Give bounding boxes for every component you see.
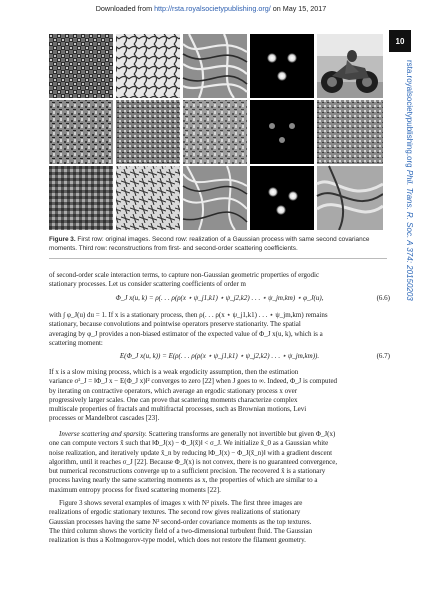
paragraph-5	[49, 499, 390, 545]
tile-r3-c4	[250, 166, 314, 230]
tile-r1-c3	[183, 34, 247, 98]
text-line: with ∫ φ_J(u) du = 1. If x is a stationary process, then ρ(. . . ρ(x ⋆ ψ_j1,k1) . . . ⋆ ψ_jm,km) remains	[49, 311, 328, 319]
figure-3	[49, 34, 383, 230]
download-link[interactable]: http://rsta.royalsocietypublishing.org/	[154, 4, 271, 13]
paragraph-2	[49, 311, 390, 348]
text-line: stationary, because convolutions and pointwise operators preserve stationarity. The spatial	[49, 320, 301, 329]
text-line: averaging by φ_J provides a non-biased estimator of the expected value of Φ_J x(u, k), which is a	[49, 329, 323, 338]
text-line: The third column shows the vorticity field of a two-dimensional turbulent fluid. The Gaussian	[49, 526, 313, 535]
download-suffix: on May 15, 2017	[270, 4, 327, 13]
text-line: If x is a slow mixing process, which is a weak ergodicity assumption, then the estimation	[49, 368, 299, 376]
text-line	[49, 430, 390, 439]
text-line: maximum entropy process for fixed scattering moments [22].	[49, 485, 221, 494]
paragraph-3	[49, 368, 390, 424]
figure-grid	[49, 34, 383, 230]
text-line: stationary processes. Let us consider scattering coefficients of order m	[49, 280, 246, 289]
tile-r3-c5	[317, 166, 383, 230]
text-line: scattering moment:	[49, 338, 103, 347]
tile-r2-c4	[250, 100, 314, 164]
row-original	[49, 34, 383, 98]
text-line: Gaussian processes having the same N² second-order covariance moments as the top textures.	[49, 517, 312, 526]
journal-url[interactable]: rsta.royalsocietypublishing.org	[405, 60, 414, 168]
text-line: one can compute vectors x̃ such that ‖Φ_J(x) − Φ_J(x̃)‖ < σ_J. We initialize x̃_0 as a Gaussian white	[49, 439, 329, 448]
equation-number: (6.7)	[376, 352, 390, 360]
tile-r3-c2	[116, 166, 180, 230]
tile-r2-c5	[317, 100, 383, 164]
equation-6-6	[49, 294, 390, 304]
tile-r2-c2	[116, 100, 180, 164]
paragraph-4	[49, 430, 390, 495]
tile-r3-c1	[49, 166, 113, 230]
text-line: of second-order scale interaction terms, to capture non-Gaussian geometric properties of ergodic	[49, 271, 320, 279]
side-strip	[398, 60, 414, 301]
text-line: variance σ²_J = ‖Φ_J x − E(Φ_J x)‖² converges to zero [22] when J goes to ∞. Indeed, Φ_J is computed	[49, 377, 338, 386]
citation: Phil. Trans. R. Soc. A 374: 20150203	[405, 169, 414, 301]
text-line: realization is thus a Kolmogorov-type model, which does not restore the filament geometry.	[49, 536, 306, 545]
figure-caption	[49, 236, 389, 253]
page-number: 10	[389, 30, 411, 52]
tile-r3-c3	[183, 166, 247, 230]
row-gaussian	[49, 100, 383, 164]
text-line: but numerical reconstructions converge up to a sufficient precision. The recovered x̃ is a stationary	[49, 467, 326, 476]
row-reconstruction	[49, 166, 383, 230]
tile-r1-c4	[250, 34, 314, 98]
tile-r2-c1	[49, 100, 113, 164]
text-line: Figure 3 shows several examples of images x with N² pixels. The first three images are	[59, 499, 303, 507]
text-line: progressively larger scales. One can prove that scattering moments characterize complex	[49, 395, 298, 404]
download-prefix: Downloaded from	[95, 4, 155, 13]
text-line: realizations of ergodic stationary textures. The second row gives realizations of stationary	[49, 508, 301, 517]
equation-expr: Φ_J x(u, k) = ρ(. . . ρ(ρ(x ⋆ ψ_j1,k1) ⋆ ψ_j2,k2) . . . ⋆ ψ_jm,km) ⋆ φ_J(u),	[115, 294, 324, 302]
download-note	[0, 4, 422, 13]
text-span: Scattering transforms are generally not invertible but given Φ_J(x)	[146, 430, 336, 438]
paragraph-heading: Inverse scattering and sparsity.	[59, 430, 147, 438]
equation-expr: E(Φ_J x(u, k)) = E(ρ(. . . ρ(ρ(x ⋆ ψ_j1,k1) ⋆ ψ_j2,k2) . . . ⋆ ψ_jm,km)).	[119, 352, 320, 360]
equation-6-7	[49, 352, 390, 362]
text-line: process having nearly the same scattering moments as x, the properties of which are similar to a	[49, 476, 318, 485]
caption-label: Figure 3.	[49, 236, 76, 243]
caption-rule	[49, 258, 387, 259]
tile-r1-c2	[116, 34, 180, 98]
text-line: algorithm, until it reaches σ_J [22]. Because Φ_J(x) is not convex, there is no guaranteed convergence,	[49, 457, 338, 466]
text-line: multiscale properties of fractals and multifractal processes, such as Brownian motions, Levi	[49, 405, 307, 414]
tile-r1-c5	[317, 34, 383, 98]
paragraph-1	[49, 271, 390, 290]
equation-number: (6.6)	[376, 294, 390, 302]
caption-text: First row: original images. Second row: realization of a Gaussian process with same second covariance moments. Third row: reconstructions from first- and second-order scattering coefficients.	[49, 236, 370, 252]
text-line: processes or Mandelbrot cascades [23].	[49, 414, 160, 423]
text-line: noise realization, and iteratively update x̃_n by reducing ‖Φ_J(x) − Φ_J(x̃_n)‖ with a gradient descent	[49, 448, 333, 457]
tile-r1-c1	[49, 34, 113, 98]
tile-r2-c3	[183, 100, 247, 164]
text-line: by iterating on contractive operators, which average an ergodic stationary process x over	[49, 386, 298, 395]
